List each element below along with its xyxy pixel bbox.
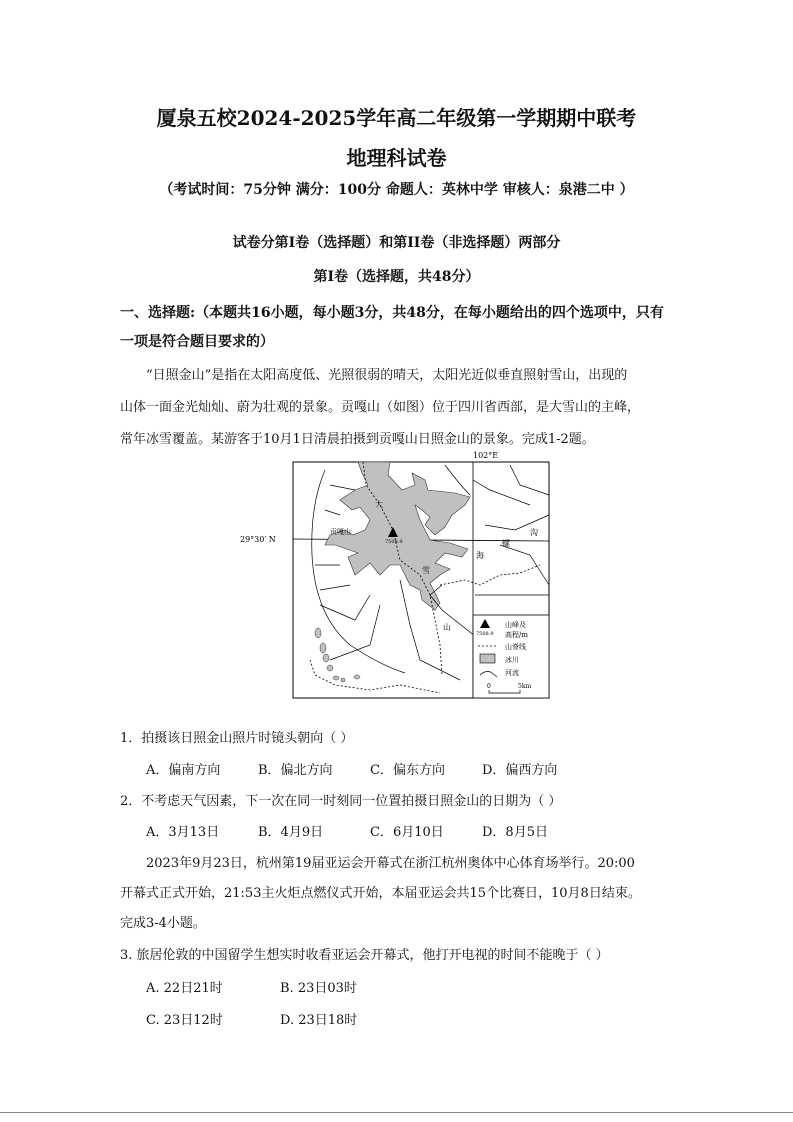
passage1-line: 常年冰雪覆盖。某游客于10月1日清晨拍摄到贡嘎山日照金山的景象。完成1-2题。	[120, 432, 595, 447]
subject-title: 地理科试卷	[346, 146, 447, 170]
small-glaciers	[315, 628, 360, 682]
legend-peak-label: 山峰及	[505, 621, 526, 629]
q2-option-b: B．4月9日	[258, 825, 324, 840]
q3-option-c: C. 23日12时	[146, 1013, 223, 1028]
q2-option-d: D．8月5日	[482, 825, 548, 840]
question-3-stem: 3. 旅居伦敦的中国留学生想实时收看亚运会开幕式，他打开电视的时间不能晚于（ ）	[120, 948, 609, 963]
ridge-line	[440, 565, 540, 585]
valley-char: 海	[476, 551, 484, 560]
scale-zero: 0	[487, 683, 491, 690]
q1-option-c: C．偏东方向	[370, 763, 445, 778]
q1-option-b: B．偏北方向	[258, 763, 333, 778]
range-char: 雪	[422, 566, 430, 575]
q1-option-a: A．偏南方向	[146, 763, 221, 778]
page-bottom-rule	[0, 1112, 793, 1113]
passage2-line: 2023年9月23日，杭州第19届亚运会开幕式在浙江杭州奥体中心体育场举行。20:00	[146, 856, 635, 871]
scale-five-km: 5km	[518, 683, 532, 690]
longitude-label: 102°E	[473, 451, 499, 460]
legend-peak-sample: 7508.9	[476, 631, 494, 637]
legend-river-label: 河流	[505, 669, 519, 677]
paper-structure: 试卷分第I卷（选择题）和第II卷（非选择题）两部分	[232, 235, 561, 251]
latitude-label: 29°30′ N	[240, 535, 276, 544]
passage1-line: “日照金山”是指在太阳高度低、光照很弱的晴天，太阳光近似垂直照射雪山，出现的	[146, 368, 628, 383]
passage2-line: 开幕式正式开始，21:53主火炬点燃仪式开始，本届亚运会共15个比赛日，10月8日结束。	[120, 886, 641, 901]
part1-heading: 第I卷（选择题，共48分）	[313, 269, 480, 285]
gongga-map	[230, 445, 560, 705]
peak-elevation: 7508.9	[385, 539, 403, 545]
q3-option-d: D. 23日18时	[280, 1013, 358, 1028]
exam-info: （考试时间：75分钟 满分：100分 命题人：英林中学 审核人：泉港二中 ）	[159, 182, 634, 198]
q3-option-a: A. 22日21时	[146, 981, 223, 996]
range-char: 山	[443, 623, 451, 632]
legend-ridge-label: 山脊线	[505, 643, 526, 651]
q1-option-d: D．偏西方向	[482, 763, 558, 778]
legend-glacier-label: 冰川	[505, 656, 519, 664]
instructions-line1: 一、选择题:（本题共16小题，每小题3分，共48分，在每小题给出的四个选项中，只有	[120, 305, 664, 321]
passage1-line: 山体一面金光灿灿、蔚为壮观的景象。贡嘎山（如图）位于四川省西部，是大雪山的主峰，	[120, 400, 641, 415]
q3-option-b: B. 23日03时	[280, 981, 357, 996]
instructions-line2: 一项是符合题目要求的）	[120, 334, 274, 350]
valley-char: 螺	[502, 539, 510, 548]
range-char: 大	[375, 500, 383, 509]
exam-title: 厦泉五校2024-2025学年高二年级第一学期期中联考	[156, 106, 637, 130]
question-2-stem: 2．不考虑天气因素，下一次在同一时刻同一位置拍摄日照金山的日期为（ ）	[120, 794, 562, 809]
legend-peak-label: 高程/m	[505, 631, 528, 639]
q2-option-a: A．3月13日	[146, 825, 220, 840]
valley-char: 沟	[530, 528, 538, 537]
peak-name: 贡嘎山	[330, 528, 351, 536]
question-1-stem: 1．拍摄该日照金山照片时镜头朝向（ ）	[120, 731, 354, 746]
passage2-line: 完成3-4小题。	[120, 916, 206, 931]
map-legend	[473, 615, 549, 698]
q2-option-c: C．6月10日	[370, 825, 444, 840]
legend-glacier-icon	[480, 654, 495, 663]
